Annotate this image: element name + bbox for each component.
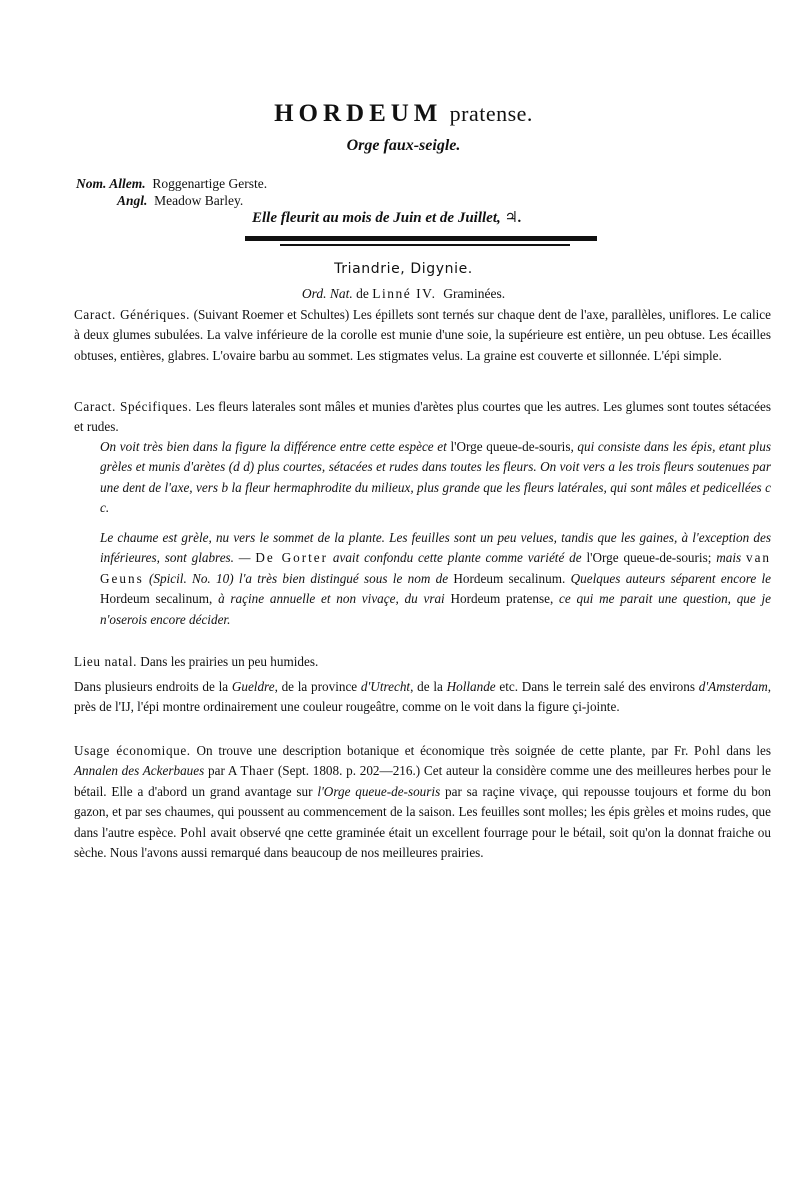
specific-characters-text: Les fleurs laterales sont mâles et munies d'arètes plus courtes que les autres. Les glumes sont toutes sétacées et rudes. bbox=[74, 399, 771, 435]
page-title bbox=[0, 100, 807, 128]
header-divider-thick bbox=[245, 236, 597, 241]
header-divider-thin bbox=[280, 244, 570, 246]
stem-note: Le chaume est grèle, nu vers le sommet de la plante. Les feuilles sont un peu velues, tandis que les gaines, à l'exception des inférieures, sont glabres. — De Gorter avait confondu cette plante comme variété de l'Orge queue-de-souris; mais van Geuns (Spicil. No. 10) l'a très bien distingué sous le nom de Hordeum secalinum. Quelques auteurs séparent encore le Hordeum secalinum, à raçine annuelle et non vivaçe, du vrai Hordeum pratense, ce qui me parait une question, que je n'oserois encore décider. bbox=[100, 530, 772, 627]
title-species: pratense. bbox=[449, 101, 533, 126]
german-name-label: Nom. Allem. bbox=[76, 176, 146, 191]
habitat-text: Dans les prairies un peu humides. bbox=[140, 654, 319, 669]
specific-characters bbox=[74, 397, 771, 438]
economic-use: Usage économique. On trouve une description botanique et économique très soignée de cette plante, par Fr. Pohl dans les Annalen des Ackerbaues par A Thaer (Sept. 1808. p. 202—216.) Cet auteur la considère comme une des meilleures herbes pour le bétail. Elle a d'abord un grand avantage sur l'Orge queue-de-souris par sa raçine vivaçe, qui repousse toujours et forme du bon gazon, et par ses chaumes, qui poussent au commencement de la saison. Les feuilles sont molles; les épis grèles et moins rudes, que dans l'autre espèce. Pohl avait observé qne cette graminée était un excellent fourrage pour le bétail, soit qu'on la donnat fraiche ou sèche. Nous l'avons aussi remarqué dans beaucoup de nos meilleures prairies. bbox=[74, 743, 772, 861]
german-name-line bbox=[76, 176, 267, 192]
generic-characters bbox=[74, 305, 771, 366]
habitat-heading: Lieu natal. bbox=[74, 654, 137, 669]
german-name-value: Roggenartige Gerste. bbox=[152, 176, 268, 191]
specific-characters-heading: Caract. Spécifiques. bbox=[74, 399, 193, 414]
distribution: Dans plusieurs endroits de la Gueldre, de la province d'Utrecht, de la Hollande etc. Dans le terrein salé des environs d'Amsterdam, près de l'IJ, l'épi montre ordinairement une couleur rougeâtre, comme on le voit dans la figure çi-jointe. bbox=[74, 679, 772, 715]
economic-use-heading: Usage économique. bbox=[74, 743, 191, 758]
common-name: Orge faux-seigle. bbox=[346, 137, 461, 154]
generic-characters-heading: Caract. Génériques. bbox=[74, 307, 191, 322]
natural-order: Ord. Nat. de Linné IV. Graminées. bbox=[301, 286, 506, 301]
english-name-line bbox=[117, 193, 243, 209]
english-name-label: Angl. bbox=[117, 193, 148, 208]
generic-characters-text: (Suivant Roemer et Schultes) Les épillets sont ternés sur chaque dent de l'axe, parallèles, uniflores. Le calice à deux glumes subulées. La valve inférieure de la corolle est munie d'une soie, la supérieure est entière, un peu obtuse. Les écailles obtuses, entières, glabres. L'ovaire barbu au sommet. Les stigmates velus. La graine est couverte et sillonnée. L'épi simple. bbox=[74, 307, 771, 363]
english-name-value: Meadow Barley. bbox=[154, 193, 244, 208]
figure-note: On voit très bien dans la figure la différence entre cette espèce et l'Orge queue-de-souris, qui consiste dans les épis, etant plus grèles et munis d'arètes (d d) plus courtes, sétacées et rudes dans toutes les fleurs. On voit vers a les trois fleurs soutenues par une dent de l'axe, vers b la fleur hermaphrodite du milieux, plus grande que les fleurs latérales, qui sont mâles et pedicellées c c. bbox=[100, 439, 772, 516]
flowering-period: Elle fleurit au mois de Juin et de Juillet, ♃. bbox=[252, 210, 522, 226]
habitat bbox=[74, 652, 771, 672]
linnaean-class: Triandrie, Digynie. bbox=[334, 261, 473, 277]
title-genus: HORDEUM bbox=[274, 100, 443, 127]
